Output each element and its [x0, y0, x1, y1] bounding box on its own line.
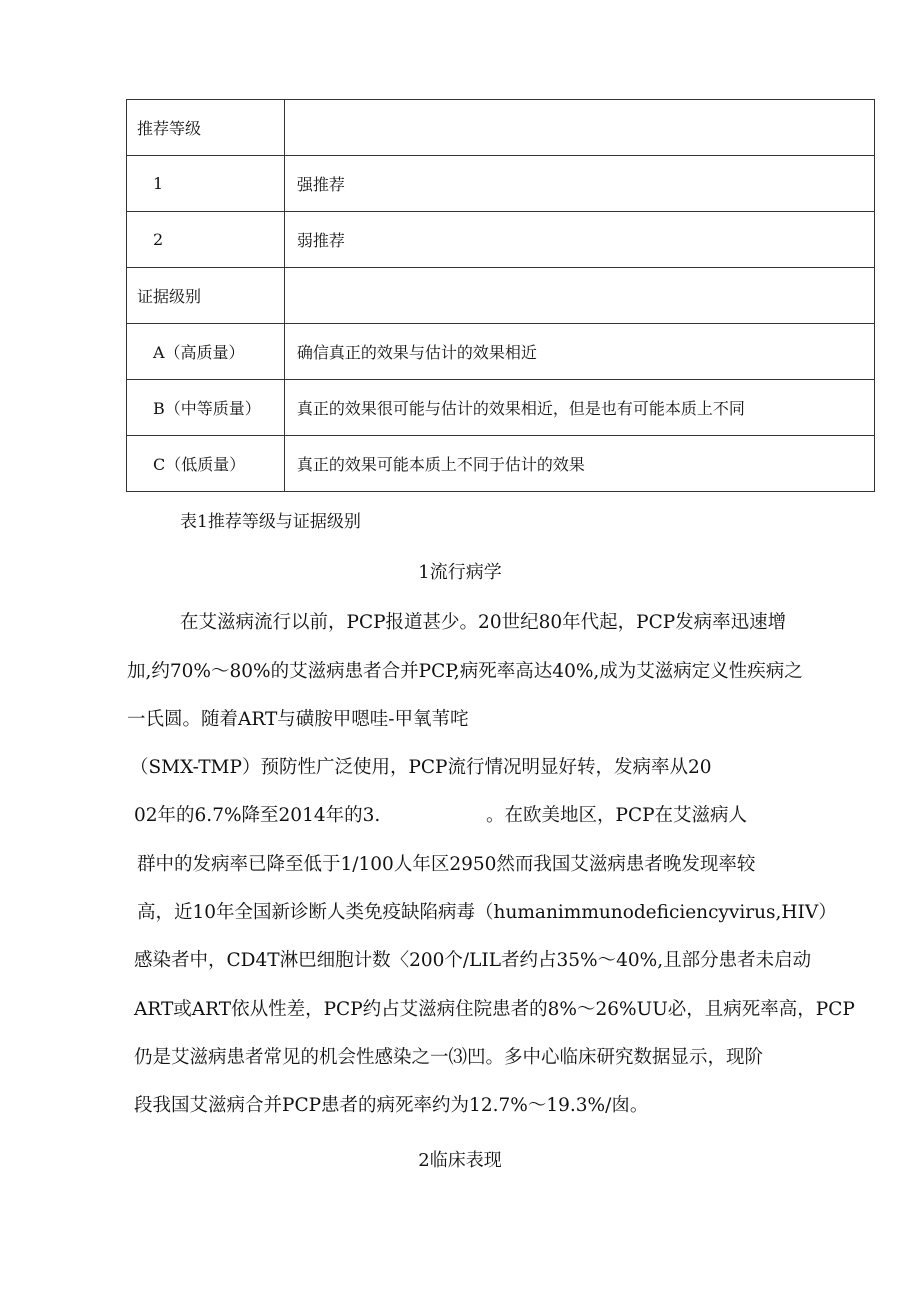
table-cell	[284, 100, 874, 156]
table-cell: B（中等质量）	[127, 380, 285, 436]
table-cell: 证据级别	[127, 268, 285, 324]
paragraph-line: ART或ART依从性差，PCP约占艾滋病住院患者的8%～26%UU必，且病死率高，PCP	[134, 999, 855, 1020]
paragraph-line: （SMX-TMP）预防性广泛使用，PCP流行情况明显好转，发病率从20	[130, 757, 712, 778]
paragraph-line: 群中的发病率已降至低于1/100人年区2950然而我国艾滋病患者晚发现率较	[137, 854, 756, 875]
paragraph-line: 感染者中，CD4T淋巴细胞计数〈200个/LIL者约占35%～40%,且部分患者未启动	[134, 950, 812, 971]
paragraph-line: 一氏圆。随着ART与磺胺甲嗯哇-甲氧苇咤	[127, 709, 469, 730]
table-row	[127, 436, 875, 492]
table-cell: 强推荐	[284, 156, 874, 212]
table-row	[127, 324, 875, 380]
grade-evidence-table	[126, 99, 875, 492]
paragraph-line: 加,约70%～80%的艾滋病患者合并PCP,病死率高达40%,成为艾滋病定义性疾病之	[127, 661, 803, 682]
table-row	[127, 100, 875, 156]
paragraph-line: 高，近10年全国新诊断人类免疫缺陷病毒（humanimmunodeficiencyvirus,HIV）	[137, 902, 837, 923]
table-cell: 真正的效果很可能与估计的效果相近，但是也有可能本质上不同	[284, 380, 874, 436]
paragraph-line: 。在欧美地区，PCP在艾滋病人	[486, 805, 748, 826]
section-heading-clinical: 2临床表现	[418, 1150, 502, 1171]
table-row	[127, 156, 875, 212]
table-row	[127, 268, 875, 324]
table-cell: A（高质量）	[127, 324, 285, 380]
table-cell	[284, 268, 874, 324]
table-cell: 真正的效果可能本质上不同于估计的效果	[284, 436, 874, 492]
table-cell: 1	[127, 156, 285, 212]
paragraph-line: 仍是艾滋病患者常见的机会性感染之一⑶凹。多中心临床研究数据显示，现阶	[134, 1047, 764, 1068]
section-heading-epidemiology: 1流行病学	[418, 562, 502, 583]
paragraph-line: 在艾滋病流行以前，PCP报道甚少。20世纪80年代起，PCP发病率迅速增	[180, 612, 787, 633]
table-caption: 表1推荐等级与证据级别	[180, 512, 361, 532]
paragraph-line: 02年的6.7%降至2014年的3.	[134, 805, 381, 826]
table-cell: C（低质量）	[127, 436, 285, 492]
paragraph-line: 段我国艾滋病合并PCP患者的病死率约为12.7%～19.3%/囱。	[134, 1095, 649, 1116]
table-cell: 推荐等级	[127, 100, 285, 156]
table-cell: 2	[127, 212, 285, 268]
table-cell: 弱推荐	[284, 212, 874, 268]
table-row	[127, 212, 875, 268]
table-cell: 确信真正的效果与估计的效果相近	[284, 324, 874, 380]
table-row	[127, 380, 875, 436]
